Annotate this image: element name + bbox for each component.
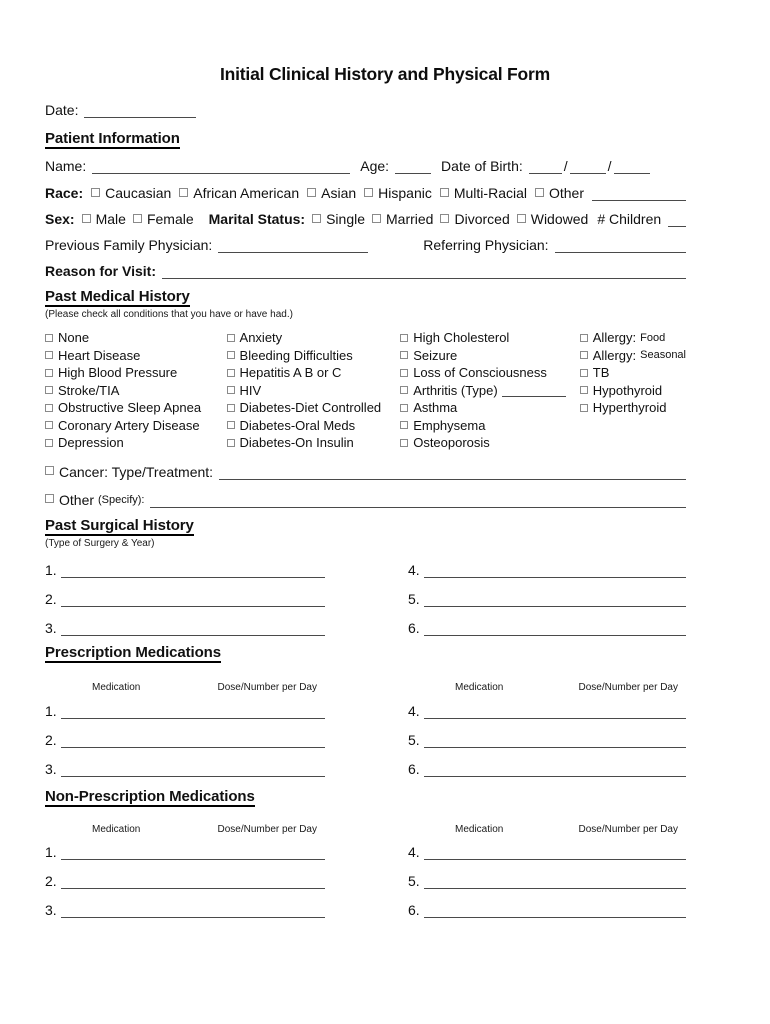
surgical-line-6: [408, 620, 686, 636]
marital-option-label: Widowed: [530, 211, 589, 227]
line-number: 3.: [45, 901, 57, 918]
medication-column-header: Medication: [92, 681, 141, 693]
condition-sublabel: Seasonal: [640, 349, 686, 362]
line-number: 5.: [408, 731, 420, 748]
line-number: 2.: [45, 590, 57, 607]
checkbox-icon[interactable]: [45, 334, 53, 342]
condition-label: Loss of Consciousness: [413, 365, 547, 381]
condition-label: Seizure: [413, 347, 458, 363]
race-label: Race:: [45, 185, 84, 201]
prescription-line-3: [45, 761, 325, 777]
previous-physician-label: Previous Family Physician:: [45, 237, 213, 253]
sex-label: Sex:: [45, 211, 75, 227]
line-number: 5.: [408, 590, 420, 607]
checkbox-icon[interactable]: [91, 188, 100, 197]
line-number: 1.: [45, 843, 57, 860]
prescription-headers: [45, 682, 686, 693]
checkbox-icon[interactable]: [364, 188, 373, 197]
dose-column-header: Dose/Number per Day: [217, 823, 317, 835]
condition-item[interactable]: [400, 329, 580, 347]
race-option-label: Asian: [321, 185, 357, 201]
line-number: 6.: [408, 901, 420, 918]
surgical-fill-line[interactable]: [424, 576, 686, 578]
checkbox-icon[interactable]: [45, 466, 54, 475]
checkbox-icon[interactable]: [440, 214, 449, 223]
condition-item[interactable]: [45, 347, 227, 365]
condition-item[interactable]: [400, 364, 580, 382]
condition-item[interactable]: [580, 329, 686, 347]
line-number: 4.: [408, 843, 420, 860]
checkbox-icon[interactable]: [227, 439, 235, 447]
condition-item[interactable]: [400, 399, 580, 417]
spacer: [325, 682, 408, 693]
condition-label: Diabetes-Diet Controlled: [239, 400, 382, 416]
condition-item[interactable]: [45, 364, 227, 382]
condition-label: Diabetes-On Insulin: [239, 435, 354, 451]
other-label: Other: [59, 491, 95, 508]
age-label: Age:: [360, 158, 390, 174]
conditions-column-3: [400, 329, 580, 452]
checkbox-icon[interactable]: [227, 351, 235, 359]
line-number: 6.: [408, 760, 420, 777]
prescription-line-5: [408, 732, 686, 748]
non-prescription-fill-line[interactable]: [61, 916, 325, 918]
surgical-fill-line[interactable]: [424, 605, 686, 607]
checkbox-icon[interactable]: [580, 334, 588, 342]
race-option-label: Other: [548, 185, 584, 201]
checkbox-icon[interactable]: [45, 369, 53, 377]
surgical-fill-line[interactable]: [424, 634, 686, 636]
checkbox-icon[interactable]: [372, 214, 381, 223]
condition-item[interactable]: [227, 399, 401, 417]
prescription-lines: [45, 703, 686, 777]
race-option-multi-racial[interactable]: [440, 185, 527, 201]
conditions-column-1: [45, 329, 227, 452]
referring-physician-fill-line[interactable]: [555, 251, 686, 253]
condition-item[interactable]: [580, 347, 686, 365]
condition-label: Coronary Artery Disease: [58, 417, 200, 433]
checkbox-icon[interactable]: [307, 188, 316, 197]
condition-label: Hyperthyroid: [592, 400, 667, 416]
other-fill-line[interactable]: [150, 506, 686, 508]
checkbox-icon[interactable]: [45, 494, 54, 503]
sex-option-male[interactable]: [82, 211, 126, 227]
prescription-medications-heading: Prescription Medications: [45, 643, 221, 661]
condition-label: Heart Disease: [58, 347, 141, 363]
children-fill-line[interactable]: [668, 225, 686, 227]
non-prescription-headers: [45, 824, 686, 835]
condition-label: Diabetes-Oral Meds: [239, 417, 356, 433]
dob-month-line[interactable]: [529, 172, 562, 174]
race-option-label: Multi-Racial: [453, 185, 527, 201]
condition-label: Hepatitis A B or C: [239, 365, 342, 381]
condition-label: Hypothyroid: [592, 382, 663, 398]
prescription-line-1: [45, 703, 325, 719]
marital-option-divorced[interactable]: [440, 211, 509, 227]
name-label: Name:: [45, 158, 87, 174]
cancer-fill-line[interactable]: [219, 478, 686, 480]
surgical-history-lines: [45, 562, 686, 636]
medication-column-header: Medication: [455, 823, 504, 835]
non-prescription-fill-line[interactable]: [61, 887, 325, 889]
marital-option-label: Single: [326, 211, 366, 227]
checkbox-icon[interactable]: [400, 334, 408, 342]
checkbox-icon[interactable]: [400, 421, 408, 429]
surgical-line-1: [45, 562, 325, 578]
non-prescription-fill-line[interactable]: [424, 916, 686, 918]
line-number: 3.: [45, 760, 57, 777]
prescription-line-6: [408, 761, 686, 777]
non-prescription-fill-line[interactable]: [61, 858, 325, 860]
physicians-row: [45, 237, 686, 253]
checkbox-icon[interactable]: [535, 188, 544, 197]
condition-item[interactable]: [45, 399, 227, 417]
line-number: 4.: [408, 702, 420, 719]
line-number: 2.: [45, 731, 57, 748]
previous-physician-fill-line[interactable]: [218, 251, 368, 253]
spacer: [325, 703, 408, 777]
line-number: 2.: [45, 872, 57, 889]
prescription-fill-line[interactable]: [424, 775, 686, 777]
marital-option-married[interactable]: [372, 211, 433, 227]
race-option-asian[interactable]: [307, 185, 356, 201]
condition-label: Obstructive Sleep Apnea: [58, 400, 202, 416]
spacer: [325, 562, 408, 636]
condition-sublabel: Food: [640, 331, 666, 344]
surgical-fill-line[interactable]: [61, 634, 325, 636]
checkbox-icon[interactable]: [45, 421, 53, 429]
condition-label: Depression: [58, 435, 124, 451]
checkbox-icon[interactable]: [580, 369, 588, 377]
prescription-line-4: [408, 703, 686, 719]
condition-label: High Cholesterol: [413, 330, 510, 346]
race-option-label: African American: [193, 185, 300, 201]
conditions-column-2: [227, 329, 401, 452]
prescription-fill-line[interactable]: [61, 717, 325, 719]
non-prescription-line-4: [408, 844, 686, 860]
reason-label: Reason for Visit:: [45, 263, 156, 279]
past-surgical-history-heading: Past Surgical History: [45, 516, 194, 534]
condition-item[interactable]: [227, 382, 401, 400]
checkbox-icon[interactable]: [133, 214, 142, 223]
sex-option-label: Male: [95, 211, 126, 227]
condition-item[interactable]: [227, 434, 401, 452]
prescription-line-2: [45, 732, 325, 748]
checkbox-icon[interactable]: [227, 334, 235, 342]
spacer: [325, 824, 408, 835]
condition-label: Emphysema: [413, 417, 486, 433]
checkbox-icon[interactable]: [400, 369, 408, 377]
checkbox-icon[interactable]: [400, 386, 408, 394]
name-row: [45, 158, 686, 174]
checkbox-icon[interactable]: [227, 369, 235, 377]
non-prescription-lines: [45, 844, 686, 918]
surgical-fill-line[interactable]: [61, 605, 325, 607]
condition-label: Allergy:: [592, 347, 637, 363]
surgical-line-2: [45, 591, 325, 607]
condition-item[interactable]: [580, 399, 686, 417]
reason-fill-line[interactable]: [162, 277, 686, 279]
non-prescription-line-1: [45, 844, 325, 860]
condition-label: Osteoporosis: [413, 435, 490, 451]
other-row: [45, 492, 686, 508]
medication-column-header: Medication: [455, 681, 504, 693]
non-prescription-medications-heading: Non-Prescription Medications: [45, 787, 255, 805]
dose-column-header: Dose/Number per Day: [578, 681, 678, 693]
checkbox-icon[interactable]: [45, 351, 53, 359]
race-option-caucasian[interactable]: [91, 185, 171, 201]
past-medical-history-heading: Past Medical History: [45, 288, 190, 305]
date-row: [45, 102, 686, 118]
condition-label: Anxiety: [239, 330, 283, 346]
spacer: [325, 844, 408, 918]
condition-item[interactable]: [227, 347, 401, 365]
checkbox-icon[interactable]: [45, 404, 53, 412]
marital-option-widowed[interactable]: [517, 211, 589, 227]
arthritis-type-fill-line[interactable]: [502, 395, 566, 397]
medication-column-header: Medication: [92, 823, 141, 835]
condition-label: Stroke/TIA: [58, 382, 120, 398]
prescription-fill-line[interactable]: [424, 717, 686, 719]
date-fill-line[interactable]: [84, 116, 196, 118]
line-number: 4.: [408, 561, 420, 578]
non-prescription-line-3: [45, 902, 325, 918]
checkbox-icon[interactable]: [580, 386, 588, 394]
line-number: 1.: [45, 561, 57, 578]
condition-label: None: [58, 330, 90, 346]
condition-label: TB: [592, 365, 610, 381]
prescription-fill-line[interactable]: [424, 746, 686, 748]
condition-label: Asthma: [413, 400, 458, 416]
race-other-fill-line[interactable]: [592, 199, 686, 201]
dob-day-line[interactable]: [570, 172, 606, 174]
prescription-fill-line[interactable]: [61, 775, 325, 777]
checkbox-icon[interactable]: [227, 421, 235, 429]
condition-item[interactable]: [45, 382, 227, 400]
condition-item[interactable]: [45, 329, 227, 347]
past-surgical-history-note: (Type of Surgery & Year): [45, 537, 155, 549]
dob-label: Date of Birth:: [441, 158, 523, 174]
condition-label: HIV: [239, 382, 262, 398]
race-option-other[interactable]: [535, 185, 584, 201]
condition-item[interactable]: [400, 347, 580, 365]
checkbox-icon[interactable]: [45, 386, 53, 394]
race-row: [45, 185, 686, 201]
condition-item[interactable]: [580, 382, 686, 400]
surgical-line-5: [408, 591, 686, 607]
checkbox-icon[interactable]: [400, 404, 408, 412]
surgical-line-4: [408, 562, 686, 578]
non-prescription-fill-line[interactable]: [424, 858, 686, 860]
past-medical-history-note: (Please check all conditions that you have or have had.): [45, 309, 293, 320]
checkbox-icon[interactable]: [517, 214, 526, 223]
line-number: 5.: [408, 872, 420, 889]
dob-slash: /: [607, 158, 612, 174]
dob-slash: /: [563, 158, 568, 174]
age-fill-line[interactable]: [395, 172, 431, 174]
sex-option-label: Female: [146, 211, 194, 227]
conditions-column-4: [580, 329, 686, 452]
condition-item[interactable]: [227, 329, 401, 347]
condition-label: Allergy:: [592, 330, 637, 346]
checkbox-icon[interactable]: [400, 351, 408, 359]
condition-item[interactable]: [580, 364, 686, 382]
cancer-checkbox-option[interactable]: [45, 464, 213, 480]
date-label: Date:: [45, 102, 79, 118]
non-prescription-line-2: [45, 873, 325, 889]
checkbox-icon[interactable]: [45, 439, 53, 447]
name-fill-line[interactable]: [92, 172, 350, 174]
dose-column-header: Dose/Number per Day: [578, 823, 678, 835]
patient-info-heading: Patient Information: [45, 130, 180, 147]
condition-label: Arthritis (Type): [413, 382, 498, 398]
cancer-label: Cancer: Type/Treatment:: [59, 463, 214, 480]
children-label: # Children: [597, 211, 662, 227]
marital-option-single[interactable]: [312, 211, 365, 227]
marital-status-label: Marital Status:: [208, 211, 306, 227]
condition-item[interactable]: [400, 434, 580, 452]
dose-column-header: Dose/Number per Day: [217, 681, 317, 693]
condition-item[interactable]: [45, 434, 227, 452]
surgical-line-3: [45, 620, 325, 636]
other-checkbox-option[interactable]: [45, 492, 144, 508]
dob-year-line[interactable]: [614, 172, 650, 174]
other-specify-label: (Specify):: [98, 493, 145, 506]
non-prescription-fill-line[interactable]: [424, 887, 686, 889]
non-prescription-line-5: [408, 873, 686, 889]
cancer-row: [45, 464, 686, 480]
race-option-label: Hispanic: [378, 185, 432, 201]
surgical-fill-line[interactable]: [61, 576, 325, 578]
checkbox-icon[interactable]: [440, 188, 449, 197]
race-option-hispanic[interactable]: [364, 185, 432, 201]
checkbox-icon[interactable]: [82, 214, 91, 223]
checkbox-icon[interactable]: [580, 351, 588, 359]
line-number: 1.: [45, 702, 57, 719]
checkbox-icon[interactable]: [400, 439, 408, 447]
checkbox-icon[interactable]: [312, 214, 321, 223]
condition-item-arthritis[interactable]: [400, 382, 580, 400]
condition-item[interactable]: [227, 364, 401, 382]
checkbox-icon[interactable]: [227, 404, 235, 412]
checkbox-icon[interactable]: [179, 188, 188, 197]
prescription-fill-line[interactable]: [61, 746, 325, 748]
checkbox-icon[interactable]: [580, 404, 588, 412]
marital-option-label: Divorced: [454, 211, 510, 227]
race-option-african-american[interactable]: [179, 185, 299, 201]
sex-marital-row: [45, 211, 686, 227]
reason-row: [45, 263, 686, 279]
page-title: Initial Clinical History and Physical Form: [219, 64, 551, 84]
condition-label: High Blood Pressure: [58, 365, 178, 381]
line-number: 3.: [45, 619, 57, 636]
condition-item[interactable]: [45, 417, 227, 435]
sex-option-female[interactable]: [133, 211, 194, 227]
condition-item[interactable]: [400, 417, 580, 435]
marital-option-label: Married: [386, 211, 434, 227]
race-option-label: Caucasian: [105, 185, 172, 201]
condition-item[interactable]: [227, 417, 401, 435]
non-prescription-line-6: [408, 902, 686, 918]
checkbox-icon[interactable]: [227, 386, 235, 394]
condition-label: Bleeding Difficulties: [239, 347, 353, 363]
referring-physician-label: Referring Physician:: [423, 237, 549, 253]
conditions-grid: [45, 329, 686, 452]
line-number: 6.: [408, 619, 420, 636]
